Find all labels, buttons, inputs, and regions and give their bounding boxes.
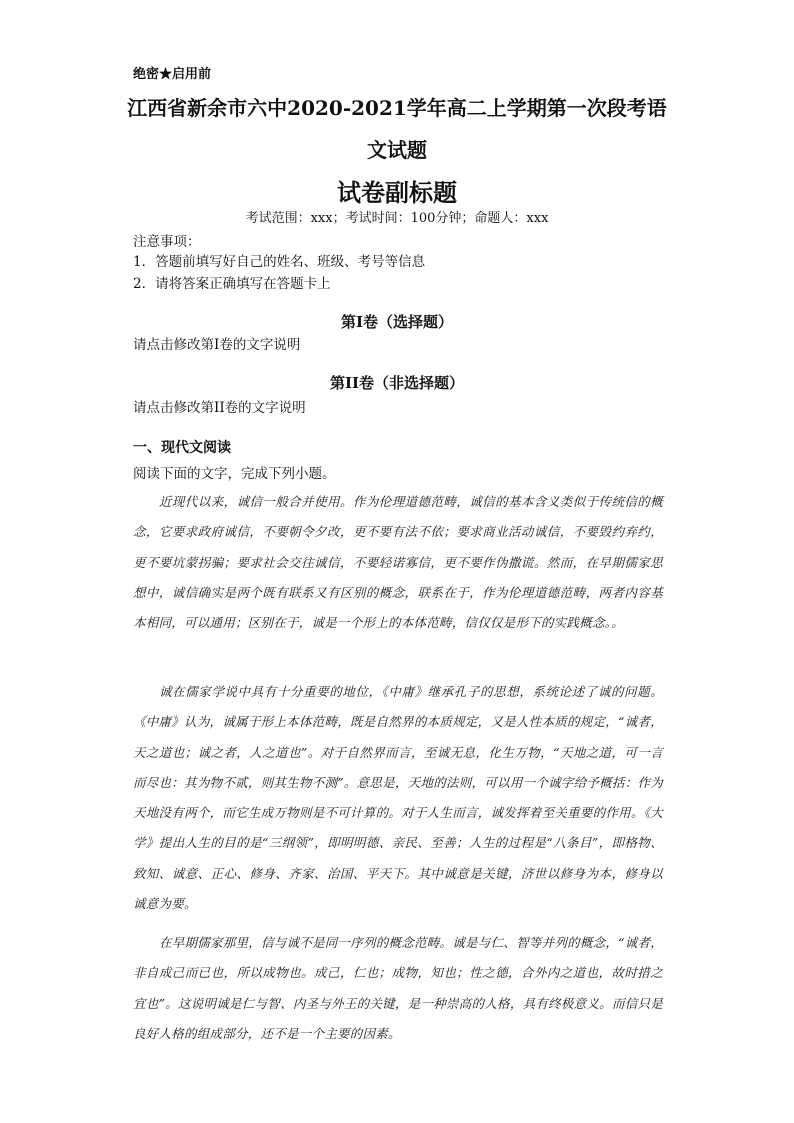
volume1-note[interactable]: 请点击修改第I卷的文字说明 <box>133 337 301 353</box>
confidential-label: 绝密★启用前 <box>133 67 212 82</box>
question-section-title: 一、现代文阅读 <box>133 440 231 456</box>
volume2-title: 第II卷（非选择题） <box>329 374 465 392</box>
question-instruction: 阅读下面的文字，完成下列小题。 <box>133 466 336 482</box>
volume2-note[interactable]: 请点击修改第II卷的文字说明 <box>133 400 306 416</box>
notes-heading: 注意事项： <box>133 234 201 250</box>
notes-item-2: 2．请将答案正确填写在答题卡上 <box>133 276 331 292</box>
exam-title-line1: 江西省新余市六中2020-2021学年高二上学期第一次段考语 <box>127 96 667 120</box>
exam-title-line2: 文试题 <box>367 138 427 162</box>
exam-subtitle: 试卷副标题 <box>337 178 457 207</box>
passage-paragraph-2: 诚在儒家学说中具有十分重要的地位，《中庸》继承孔子的思想，系统论述了诚的问题。《中庸》认为，诚属于形上本体范畴，既是自然界的本质规定，又是人性本质的规定，“诚者，天之道也；诚之者，人之道也”。对于自然界而言，至诚无息，化生万物，“天地之道，可一言而尽也：其为物不贰，则其生物不测”。意思是，天地的法则，可以用一个诚字给予概括：作为天地没有两个，而它生成万物则是不可计算的。对于人生而言，诚发挥着至关重要的作用。《大学》提出人生的目的是“三纲领”，即明明德、亲民、至善；人生的过程是“八条目”，即格物、致知、诚意、正心、修身、齐家、治国、平天下。其中诚意是关键，济世以修身为本，修身以诚意为要。 <box>133 684 663 912</box>
passage-paragraph-1: 近现代以来，诚信一般合并使用。作为伦理道德范畴，诚信的基本含义类似于传统信的概念，它要求政府诚信，不要朝令夕改，更不要有法不依；要求商业活动诚信，不要毁约弃约，更不要坑蒙拐骗；要求社会交往诚信，不要轻诺寡信，更不要作伪撒谎。然而，在早期儒家思想中，诚信确实是两个既有联系又有区别的概念，联系在于，作为伦理道德范畴，两者内容基本相同，可以通用；区别在于，诚是一个形上的本体范畴，信仅仅是形下的实践概念。。 <box>133 494 663 631</box>
notes-item-1: 1．答题前填写好自己的姓名、班级、考号等信息 <box>133 254 426 270</box>
volume1-title: 第I卷（选择题） <box>340 313 454 331</box>
passage-paragraph-3: 在早期儒家那里，信与诚不是同一序列的概念范畴。诚是与仁、智等并列的概念，“诚者，非自成己而已也，所以成物也。成己，仁也；成物，知也；性之德，合外内之道也，故时措之宜也”。这说明诚是仁与智、内圣与外王的关键，是一种崇高的人格，具有终极意义。而信只是良好人格的组成部分，还不是一个主要的因素。 <box>133 935 663 1041</box>
exam-info: 考试范围：xxx；考试时间：100分钟；命题人：xxx <box>245 211 549 226</box>
